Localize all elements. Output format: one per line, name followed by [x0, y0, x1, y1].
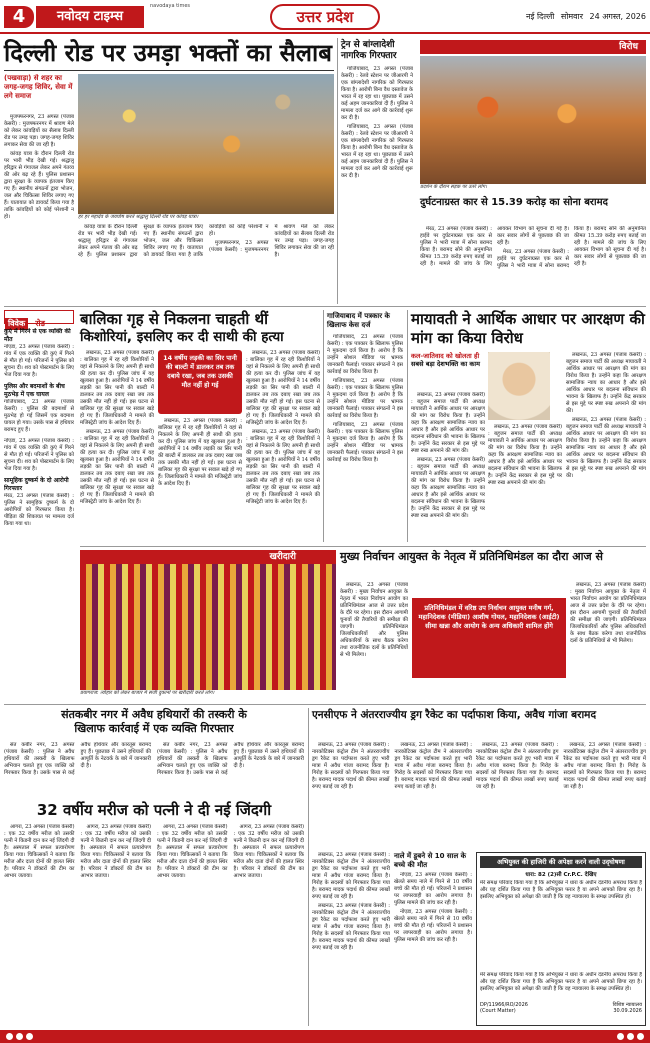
side-body — [341, 66, 413, 304]
side-body-text-2: गाजियाबाद, 23 अगस्त (पंजाब केसरी) : रेलवे स्टेशन पर जीआरपी ने एक बांग्लादेशी नागरिक को गिरफ्तार किया है। आरोपी बिना वैध दस्तावेज के भारत में रह रहा था। पूछताछ में उसने कई अहम जानकारियां दी हैं। पुलिस ने मामला दर्ज कर आगे की कार्रवाई शुरू कर दी है। — [341, 124, 413, 179]
drowning-body-text-2: नोएडा, 23 अगस्त (पंजाब केसरी) : खेलते समय नाले में गिरने से 10 वर्षीय बच्चे की मौत हो गई। परिजनों ने प्रशासन पर लापरवाही का आरोप लगाया है। पुलिस मामले की जांच कर रही है। — [394, 909, 472, 943]
lead-dateline: मुजफ्फरनगर, 23 अगस्त (पंजाब केसरी) : मुजफ्फरनगर में श्रावण मेले को लेकर कांवड़ियों का सैलाब दिल्ली रोड पर उमड़ पड़ा। जगह-जगह शिविर लगाकर सेवा की जा रही है। — [4, 114, 74, 148]
drowning-headline: नाले में डूबने से 10 साल के बच्चे की मौत — [394, 852, 467, 869]
market-caption: प्रयागराज: त्योहार को लेकर बाजार में सजी दुकानों पर खरीदारी करते लोग। — [80, 690, 336, 698]
vivek-item1-head: कुएं में गिरने से एक व्यक्ति की मौत — [4, 328, 71, 343]
lead-body-col1 — [4, 114, 74, 304]
section-rule-2 — [80, 546, 646, 547]
vivek-item2-body-cont: नोएडा, 23 अगस्त (पंजाब केसरी) : गांव में एक व्यक्ति की कुएं में गिरने से मौत हो गई। परिजनों ने पुलिस को सूचना दी। शव को पोस्टमार्टम के लिए भेज दिया गया है। — [4, 438, 74, 472]
patient-body-text-3: आगरा, 23 अगस्त (पंजाब केसरी) : एक 32 वर्षीय मरीज को उसकी पत्नी ने किडनी दान कर नई जिंदगी दी है। अस्पताल में सफल प्रत्यारोपण किया गया। चिकित्सकों ने बताया कि मरीज और दाता दोनों की हालत स्थिर है। परिवार ने डॉक्टरों की टीम का आभार जताया। — [157, 824, 228, 879]
section-title: उत्तर प्रदेश — [270, 4, 380, 30]
vivek-item1-body: नोएडा, 23 अगस्त (पंजाब केसरी) : गांव में एक व्यक्ति की कुएं में गिरने से मौत हो गई। परिजनों ने पुलिस को सूचना दी। शव को पोस्टमार्टम के लिए भेज दिया गया है। — [4, 344, 74, 378]
journalist-body-text-2: गाजियाबाद, 23 अगस्त (पंजाब केसरी) : एक पत्रकार के खिलाफ पुलिस ने मुकदमा दर्ज किया है। आरोप है कि उन्होंने सोशल मीडिया पर भ्रामक जानकारी फैलाई। पत्रकार संगठनों ने इस कार्रवाई का विरोध किया है। — [327, 378, 403, 419]
patient-body — [4, 824, 304, 1026]
mayawati-body-text-4: लखनऊ, 23 अगस्त (पंजाब केसरी) : बहुजन समाज पार्टी की अध्यक्ष मायावती ने आर्थिक आधार पर आरक्षण की मांग का विरोध किया है। उन्होंने कहा कि आरक्षण सामाजिक न्याय का आधार है और इसे आर्थिक आधार पर बदलना संविधान की भावना के खिलाफ है। उन्होंने केंद्र सरकार से इस मुद्दे पर स्पष्ट रुख अपनाने की मांग की। — [566, 352, 646, 414]
patient-headline: 32 वर्षीय मरीज को पत्नी ने दी नई जिंदगी — [36, 801, 272, 819]
ncb-body-text-5: लखनऊ, 23 अगस्त (पंजाब केसरी) : नारकोटिक्स कंट्रोल टीम ने अंतरराज्यीय ड्रग रैकेट का पर्दाफाश करते हुए भारी मात्रा में अवैध गांजा बरामद किया है। गिरोह के सदस्यों को गिरफ्तार किया गया है। बरामद मादक पदार्थ की कीमत लाखों रुपए बताई जा रही है। — [312, 852, 390, 900]
notice-section: धारा: 82 (2)सी Cr.P.C. देखिए — [525, 872, 597, 878]
section-rule-3 — [4, 704, 646, 705]
ncb-body-text: लखनऊ, 23 अगस्त (पंजाब केसरी) : नारकोटिक्स कंट्रोल टीम ने अंतरराज्यीय ड्रग रैकेट का पर्दाफाश करते हुए भारी मात्रा में अवैध गांजा बरामद किया है। गिरोह के सदस्यों को गिरफ्तार किया गया है। बरामद मादक पदार्थ की कीमत लाखों रुपए बताई जा रही है। — [312, 742, 390, 790]
weapons-body-text: संत कबीर नगर, 23 अगस्त (पंजाब केसरी) : पुलिस ने अवैध हथियारों की तस्करी के खिलाफ अभियान चलाते हुए एक व्यक्ति को गिरफ्तार किया है। उसके पास से कई अवैध हथियार और कारतूस बरामद हुए हैं। पूछताछ में उसने हथियारों की आपूर्ति के नेटवर्क के बारे में जानकारी दी है। — [4, 742, 151, 776]
notice-code: DP/11966/RO/2026 — [480, 1002, 528, 1008]
ncb-body-text-6: लखनऊ, 23 अगस्त (पंजाब केसरी) : नारकोटिक्स कंट्रोल टीम ने अंतरराज्यीय ड्रग रैकेट का पर्दाफाश करते हुए भारी मात्रा में अवैध गांजा बरामद किया है। गिरोह के सदस्यों को गिरफ्तार किया गया है। बरामद मादक पदार्थ की कीमत लाखों रुपए बताई जा रही है। — [312, 903, 390, 951]
patient-body-text: आगरा, 23 अगस्त (पंजाब केसरी) : एक 32 वर्षीय मरीज को उसकी पत्नी ने किडनी दान कर नई जिंदगी दी है। अस्पताल में सफल प्रत्यारोपण किया गया। चिकित्सकों ने बताया कि मरीज और दाता दोनों की हालत स्थिर है। परिवार ने डॉक्टरों की टीम का आभार जताया। — [4, 824, 75, 879]
vivek-item3-body: मेरठ, 23 अगस्त (पंजाब केसरी) : पुलिस ने सामूहिक दुष्कर्म के दो आरोपियों को गिरफ्तार किया है। पीड़िता की शिकायत पर मामला दर्ज किया गया था। — [4, 493, 74, 527]
weapons-headline-2: खिलाफ कार्रवाई में एक व्यक्ति गिरफ्तार — [74, 722, 234, 735]
mayawati-photo — [488, 352, 550, 420]
side-body-text: गाजियाबाद, 23 अगस्त (पंजाब केसरी) : रेलवे स्टेशन पर जीआरपी ने एक बांग्लादेशी नागरिक को गिरफ्तार किया है। आरोपी बिना वैध दस्तावेज के भारत में रह रहा था। पूछताछ में उसने कई अहम जानकारियां दी हैं। पुलिस ने मामला दर्ज कर आगे की कार्रवाई शुरू कर दी है। — [341, 66, 413, 121]
girl-body-text-5: लखनऊ, 23 अगस्त (पंजाब केसरी) : बालिका गृह में रह रही किशोरियों ने वहां से निकलने के लिए अपनी ही साथी की हत्या कर दी। पुलिस जांच में यह खुलासा हुआ है। आरोपियों ने 14 वर्षीय लड़की का सिर पानी की बाल्टी में डालकर तब तक दबाए रखा जब तक उसकी मौत नहीं हो गई। इस घटना से बालिका गृह की सुरक्षा पर सवाल खड़े हो गए हैं। जिलाधिकारी ने मामले की मजिस्ट्रेटी जांच के आदेश दिए हैं। — [246, 429, 320, 505]
girl-headline-1: बालिका गृह से निकलना चाहती थीं — [80, 310, 268, 328]
dateline-city: नई दिल्ली — [526, 12, 555, 21]
mayawati-quote-label: कल-जातिवाद को खोलता ही — [411, 352, 480, 360]
brand-logo: नवोदय टाइम्स — [36, 6, 144, 28]
ncb-body-text-3: लखनऊ, 23 अगस्त (पंजाब केसरी) : नारकोटिक्स कंट्रोल टीम ने अंतरराज्यीय ड्रग रैकेट का पर्दाफाश करते हुए भारी मात्रा में अवैध गांजा बरामद किया है। गिरोह के सदस्यों को गिरफ्तार किया गया है। बरामद मादक पदार्थ की कीमत लाखों रुपए बताई जा रही है। — [476, 742, 559, 790]
girl-callout: 14 वर्षीय लड़की का सिर पानी की बाल्टी में डालकर तब तक दबाये रखा, जब तक उसकी मौत नहीं हो गई — [158, 350, 242, 414]
site-url: navodaya times — [150, 3, 191, 9]
mayawati-body-3 — [566, 352, 646, 542]
vivek-item3-head: सामूहिक दुष्कर्म के दो आरोपी गिरफ्तार — [4, 477, 69, 492]
vivek-column — [4, 328, 74, 618]
lead-caption: हर हर महादेव के जयघोष करते श्रद्धालु दिल्ली रोड पर कांवड़ यात्रा। — [78, 214, 334, 222]
ncb-body-text-2: लखनऊ, 23 अगस्त (पंजाब केसरी) : नारकोटिक्स कंट्रोल टीम ने अंतरराज्यीय ड्रग रैकेट का पर्दाफाश करते हुए भारी मात्रा में अवैध गांजा बरामद किया है। गिरोह के सदस्यों को गिरफ्तार किया गया है। बरामद मादक पदार्थ की कीमत लाखों रुपए बताई जा रही है। — [394, 742, 472, 790]
protest-photo — [420, 56, 646, 184]
mayawati-body-text-2: लखनऊ, 23 अगस्त (पंजाब केसरी) : बहुजन समाज पार्टी की अध्यक्ष मायावती ने आर्थिक आधार पर आरक्षण की मांग का विरोध किया है। उन्होंने कहा कि आरक्षण सामाजिक न्याय का आधार है और इसे आर्थिक आधार पर बदलना संविधान की भावना के खिलाफ है। उन्होंने केंद्र सरकार से इस मुद्दे पर स्पष्ट रुख अपनाने की मांग की। — [411, 457, 485, 519]
notice-court: विशिष्ट न्यायालय — [612, 1002, 642, 1008]
mayawati-body-text-3: लखनऊ, 23 अगस्त (पंजाब केसरी) : बहुजन समाज पार्टी की अध्यक्ष मायावती ने आर्थिक आधार पर आरक्षण की मांग का विरोध किया है। उन्होंने कहा कि आरक्षण सामाजिक न्याय का आधार है और इसे आर्थिक आधार पर बदलना संविधान की भावना के खिलाफ है। उन्होंने केंद्र सरकार से इस मुद्दे पर स्पष्ट रुख अपनाने की मांग की। — [488, 424, 562, 486]
election-body-2 — [570, 582, 646, 700]
girl-body-text-4: लखनऊ, 23 अगस्त (पंजाब केसरी) : बालिका गृह में रह रही किशोरियों ने वहां से निकलने के लिए अपनी ही साथी की हत्या कर दी। पुलिस जांच में यह खुलासा हुआ है। आरोपियों ने 14 वर्षीय लड़की का सिर पानी की बाल्टी में डालकर तब तक दबाए रखा जब तक उसकी मौत नहीं हो गई। इस घटना से बालिका गृह की सुरक्षा पर सवाल खड़े हो गए हैं। जिलाधिकारी ने मामले की मजिस्ट्रेटी जांच के आदेश दिए हैं। — [246, 350, 320, 426]
girl-body-text-2: लखनऊ, 23 अगस्त (पंजाब केसरी) : बालिका गृह में रह रही किशोरियों ने वहां से निकलने के लिए अपनी ही साथी की हत्या कर दी। पुलिस जांच में यह खुलासा हुआ है। आरोपियों ने 14 वर्षीय लड़की का सिर पानी की बाल्टी में डालकर तब तक दबाए रखा जब तक उसकी मौत नहीं हो गई। इस घटना से बालिका गृह की सुरक्षा पर सवाल खड़े हो गए हैं। जिलाधिकारी ने मामले की मजिस्ट्रेटी जांच के आदेश दिए हैं। — [80, 429, 154, 505]
notice-footer-2 — [480, 1008, 642, 1014]
protest-caption: प्रदर्शन के दौरान सड़क पर उतरे लोग। — [420, 184, 646, 192]
page-number: 4 — [4, 6, 34, 28]
side-headline: ट्रेन से बांग्लादेशी नागरिक गिरफ्तार — [341, 40, 397, 61]
col-divider-3 — [407, 310, 408, 542]
drowning-body — [394, 872, 472, 1026]
market-photo — [80, 564, 336, 690]
girl-body-col1 — [80, 350, 154, 542]
gold-body-text-2: मेरठ, 23 अगस्त (पंजाब केसरी) : हाईवे पर दुर्घटनाग्रस्त एक कार से पुलिस ने भारी मात्रा में सोना बरामद किया है। बरामद सोने की अनुमानित कीमत 15.39 करोड़ रुपए बताई जा रही है। मामले की जांच के लिए आयकर विभाग को सूचना दी गई है। कार सवार लोगों से पूछताछ की जा रही है। — [497, 226, 646, 269]
footer-bar — [0, 1030, 650, 1043]
footer-dot — [637, 1033, 644, 1040]
drowning-body-text: नोएडा, 23 अगस्त (पंजाब केसरी) : खेलते समय नाले में गिरने से 10 वर्षीय बच्चे की मौत हो गई। परिजनों ने प्रशासन पर लापरवाही का आरोप लगाया है। पुलिस मामले की जांच कर रही है। — [394, 872, 472, 906]
lead-kicker: (पखवाड़ा) से शहर का जगह-जगह शिविर, सेवा में लगे समाज — [4, 74, 73, 100]
footer-dot — [26, 1033, 33, 1040]
lead-rule — [4, 70, 334, 71]
market-label: खरीदारी — [80, 550, 336, 564]
gold-headline: दुर्घटनाग्रस्त कार से 15.39 करोड़ का सोना बरामद — [420, 197, 608, 208]
col-divider-1 — [337, 38, 338, 304]
girl-body-text: लखनऊ, 23 अगस्त (पंजाब केसरी) : बालिका गृह में रह रही किशोरियों ने वहां से निकलने के लिए अपनी ही साथी की हत्या कर दी। पुलिस जांच में यह खुलासा हुआ है। आरोपियों ने 14 वर्षीय लड़की का सिर पानी की बाल्टी में डालकर तब तक दबाए रखा जब तक उसकी मौत नहीं हो गई। इस घटना से बालिका गृह की सुरक्षा पर सवाल खड़े हो गए हैं। जिलाधिकारी ने मामले की मजिस्ट्रेटी जांच के आदेश दिए हैं। — [80, 350, 154, 426]
footer-dot — [617, 1033, 624, 1040]
journalist-body — [327, 334, 403, 542]
footer-dot — [16, 1033, 23, 1040]
col-divider-2 — [323, 310, 324, 542]
journalist-headline: गाजियाबाद में पत्रकार के खिलाफ केस दर्ज — [327, 312, 390, 329]
mayawati-body-text: लखनऊ, 23 अगस्त (पंजाब केसरी) : बहुजन समाज पार्टी की अध्यक्ष मायावती ने आर्थिक आधार पर आरक्षण की मांग का विरोध किया है। उन्होंने कहा कि आरक्षण सामाजिक न्याय का आधार है और इसे आर्थिक आधार पर बदलना संविधान की भावना के खिलाफ है। उन्होंने केंद्र सरकार से इस मुद्दे पर स्पष्ट रुख अपनाने की मांग की। — [411, 392, 485, 454]
election-callout: प्रतिनिधिमंडल में वरिष्ठ उप निर्वाचन आयुक्त मनीष गर्ग, महानिदेशक (मीडिया) आशीष गोयल, महानिदेशक (आईटी) सीमा खन्ना और आयोग के अन्य अधिकारी शामिल होंगे — [412, 598, 566, 678]
girl-body-text-3: लखनऊ, 23 अगस्त (पंजाब केसरी) : बालिका गृह में रह रही किशोरियों ने वहां से निकलने के लिए अपनी ही साथी की हत्या कर दी। पुलिस जांच में यह खुलासा हुआ है। आरोपियों ने 14 वर्षीय लड़की का सिर पानी की बाल्टी में डालकर तब तक दबाए रखा जब तक उसकी मौत नहीं हो गई। इस घटना से बालिका गृह की सुरक्षा पर सवाल खड़े हो गए हैं। जिलाधिकारी ने मामले की मजिस्ट्रेटी जांच के आदेश दिए हैं। — [158, 418, 242, 487]
dateline — [460, 9, 646, 25]
election-headline: मुख्य निर्वाचन आयुक्त के नेतृत्व में प्रतिनिधिमंडल का दौरा आज से — [340, 550, 603, 563]
mayawati-quote-box — [411, 352, 485, 388]
notice-body: मेरे समक्ष परिवाद किया गया है कि अभियुक्त ने धारा के अधीन दंडनीय अपराध किया है और यह दर्शित किया गया है कि अभियुक्त फरार है या अपने आपको छिपा रहा है। इसलिए अभियुक्त को अपेक्षा की जाती है कि वह न्यायालय के समक्ष उपस्थित हो। — [480, 880, 642, 900]
notice-body-2: मेरे समक्ष परिवाद किया गया है कि अभियुक्त ने धारा के अधीन दंडनीय अपराध किया है और यह दर्शित किया गया है कि अभियुक्त फरार है या अपने आपको छिपा रहा है। इसलिए अभियुक्त को अपेक्षा की जाती है कि वह न्यायालय के समक्ष उपस्थित हो। — [480, 972, 642, 992]
footer-dot — [627, 1033, 634, 1040]
election-body-1 — [340, 582, 408, 700]
dateline-day: सोमवार — [560, 12, 583, 21]
protest-label: विरोध — [420, 40, 646, 54]
ncb-body-2 — [476, 742, 646, 850]
patient-body-text-2: आगरा, 23 अगस्त (पंजाब केसरी) : एक 32 वर्षीय मरीज को उसकी पत्नी ने किडनी दान कर नई जिंदगी दी है। अस्पताल में सफल प्रत्यारोपण किया गया। चिकित्सकों ने बताया कि मरीज और दाता दोनों की हालत स्थिर है। परिवार ने डॉक्टरों की टीम का आभार जताया। — [80, 824, 151, 879]
mayawati-quote: सबसे बड़ा देशभक्ति का काम — [411, 360, 480, 368]
footer-dot — [6, 1033, 13, 1040]
mayawati-body-1 — [411, 392, 485, 542]
vivek-item2-head: पुलिस और बदमाशों के बीच मुठभेड़ में एक घायल — [4, 383, 65, 398]
mayawati-body-text-5: लखनऊ, 23 अगस्त (पंजाब केसरी) : बहुजन समाज पार्टी की अध्यक्ष मायावती ने आर्थिक आधार पर आरक्षण की मांग का विरोध किया है। उन्होंने कहा कि आरक्षण सामाजिक न्याय का आधार है और इसे आर्थिक आधार पर बदलना संविधान की भावना के खिलाफ है। उन्होंने केंद्र सरकार से इस मुद्दे पर स्पष्ट रुख अपनाने की मांग की। — [566, 417, 646, 479]
election-body-text-2: लखनऊ, 23 अगस्त (पंजाब केसरी) : मुख्य निर्वाचन आयुक्त के नेतृत्व में भारत निर्वाचन आयोग का प्रतिनिधिमंडल आज से उत्तर प्रदेश के दौरे पर रहेगा। इस दौरान आगामी चुनावों की तैयारियों की समीक्षा की जाएगी। प्रतिनिधिमंडल जिलाधिकारियों और पुलिस अधिकारियों के साथ बैठक करेगा तथा राजनीतिक दलों के प्रतिनिधियों से भी मिलेगा। — [570, 582, 646, 644]
lead-body-cont-text: कांवड़ यात्रा के दौरान दिल्ली रोड पर भारी भीड़ देखी गई। श्रद्धालु हरिद्वार से गंगाजल लेकर अपने गंतव्य की ओर बढ़ रहे हैं। पुलिस प्रशासन द्वारा सुरक्षा के व्यापक इंतजाम किए गए हैं। स्थानीय संगठनों द्वारा भोजन, जल और चिकित्सा शिविर लगाए गए हैं। यातायात को डायवर्ट किया गया है ताकि कांवड़ियों को कोई परेशानी न हो। — [78, 224, 269, 258]
lead-photo — [78, 74, 334, 214]
vivek-label-box — [4, 310, 74, 328]
masthead — [0, 0, 650, 34]
weapons-body — [4, 742, 304, 796]
vivek-label-suffix: रोड — [35, 319, 45, 328]
weapons-body-text-2: संत कबीर नगर, 23 अगस्त (पंजाब केसरी) : पुलिस ने अवैध हथियारों की तस्करी के खिलाफ अभियान चलाते हुए एक व्यक्ति को गिरफ्तार किया है। उसके पास से कई अवैध हथियार और कारतूस बरामद हुए हैं। पूछताछ में उसने हथियारों की आपूर्ति के नेटवर्क के बारे में जानकारी दी है। — [157, 742, 304, 776]
gold-body — [420, 226, 646, 304]
notice-date: 30.09.2026 — [613, 1008, 642, 1014]
ncb-body-1 — [312, 742, 472, 850]
notice-manager: (Court Matter) — [480, 1008, 516, 1014]
notice-title: अभियुक्त की हाजिरी की अपेक्षा करने वाली उद्‌घोषणा — [480, 856, 642, 868]
ncb-body-3 — [312, 852, 390, 1026]
mayawati-headline: मायावती ने आर्थिक आधार पर आरक्षण की मांग का किया विरोध — [411, 310, 645, 347]
legal-notice — [476, 852, 646, 1026]
patient-body-text-4: आगरा, 23 अगस्त (पंजाब केसरी) : एक 32 वर्षीय मरीज को उसकी पत्नी ने किडनी दान कर नई जिंदगी दी है। अस्पताल में सफल प्रत्यारोपण किया गया। चिकित्सकों ने बताया कि मरीज और दाता दोनों की हालत स्थिर है। परिवार ने डॉक्टरों की टीम का आभार जताया। — [233, 824, 304, 879]
lead-body-cont-text-2: मुजफ्फरनगर, 23 अगस्त (पंजाब केसरी) : मुजफ्फरनगर में श्रावण मेले को लेकर कांवड़ियों का सैलाब दिल्ली रोड पर उमड़ पड़ा। जगह-जगह शिविर लगाकर सेवा की जा रही है। — [209, 224, 334, 258]
lead-headline: दिल्ली रोड पर उमड़ा भक्तों का सैलाब — [4, 39, 332, 67]
election-body-text: लखनऊ, 23 अगस्त (पंजाब केसरी) : मुख्य निर्वाचन आयुक्त के नेतृत्व में भारत निर्वाचन आयोग का प्रतिनिधिमंडल आज से उत्तर प्रदेश के दौरे पर रहेगा। इस दौरान आगामी चुनावों की तैयारियों की समीक्षा की जाएगी। प्रतिनिधिमंडल जिलाधिकारियों और पुलिस अधिकारियों के साथ बैठक करेगा तथा राजनीतिक दलों के प्रतिनिधियों से भी मिलेगा। — [340, 582, 408, 658]
weapons-headline-1: संतकबीर नगर में अवैध हथियारों की तस्करी के — [61, 708, 247, 721]
ncb-body-text-4: लखनऊ, 23 अगस्त (पंजाब केसरी) : नारकोटिक्स कंट्रोल टीम ने अंतरराज्यीय ड्रग रैकेट का पर्दाफाश करते हुए भारी मात्रा में अवैध गांजा बरामद किया है। गिरोह के सदस्यों को गिरफ्तार किया गया है। बरामद मादक पदार्थ की कीमत लाखों रुपए बताई जा रही है। — [563, 742, 646, 790]
gold-body-text: मेरठ, 23 अगस्त (पंजाब केसरी) : हाईवे पर दुर्घटनाग्रस्त एक कार से पुलिस ने भारी मात्रा में सोना बरामद किया है। बरामद सोने की अनुमानित कीमत 15.39 करोड़ रुपए बताई जा रही है। मामले की जांच के लिए आयकर विभाग को सूचना दी गई है। कार सवार लोगों से पूछताछ की जा रही है। — [420, 226, 569, 267]
col-divider-4 — [308, 708, 309, 1026]
girl-body-col2 — [158, 418, 242, 542]
journalist-body-text: गाजियाबाद, 23 अगस्त (पंजाब केसरी) : एक पत्रकार के खिलाफ पुलिस ने मुकदमा दर्ज किया है। आरोप है कि उन्होंने सोशल मीडिया पर भ्रामक जानकारी फैलाई। पत्रकार संगठनों ने इस कार्रवाई का विरोध किया है। — [327, 334, 403, 375]
journalist-body-text-3: गाजियाबाद, 23 अगस्त (पंजाब केसरी) : एक पत्रकार के खिलाफ पुलिस ने मुकदमा दर्ज किया है। आरोप है कि उन्होंने सोशल मीडिया पर भ्रामक जानकारी फैलाई। पत्रकार संगठनों ने इस कार्रवाई का विरोध किया है। — [327, 422, 403, 463]
mayawati-body-2 — [488, 424, 562, 542]
lead-body-continued — [78, 224, 334, 304]
vivek-label: विवेक — [5, 318, 28, 330]
ncb-headline: एनसीएफ ने अंतरराज्यीय ड्रग रैकेट का पर्दाफाश किया, अवैध गांजा बरामद — [312, 709, 597, 721]
girl-body-col3 — [246, 350, 320, 542]
girl-headline-2: किशोरियां, इसलिए कर दी साथी की हत्या — [80, 329, 284, 345]
section-rule-1 — [4, 306, 646, 307]
lead-body: कांवड़ यात्रा के दौरान दिल्ली रोड पर भारी भीड़ देखी गई। श्रद्धालु हरिद्वार से गंगाजल लेकर अपने गंतव्य की ओर बढ़ रहे हैं। पुलिस प्रशासन द्वारा सुरक्षा के व्यापक इंतजाम किए गए हैं। स्थानीय संगठनों द्वारा भोजन, जल और चिकित्सा शिविर लगाए गए हैं। यातायात को डायवर्ट किया गया है ताकि कांवड़ियों को कोई परेशानी न हो। — [4, 151, 74, 220]
vivek-item2-body: गाजियाबाद, 23 अगस्त (पंजाब केसरी) : पुलिस की बदमाशों से मुठभेड़ हो गई जिसमें एक बदमाश घायल हो गया। उसके पास से हथियार बरामद हुए हैं। — [4, 399, 74, 433]
dateline-date: 24 अगस्त, 2026 — [589, 12, 646, 21]
